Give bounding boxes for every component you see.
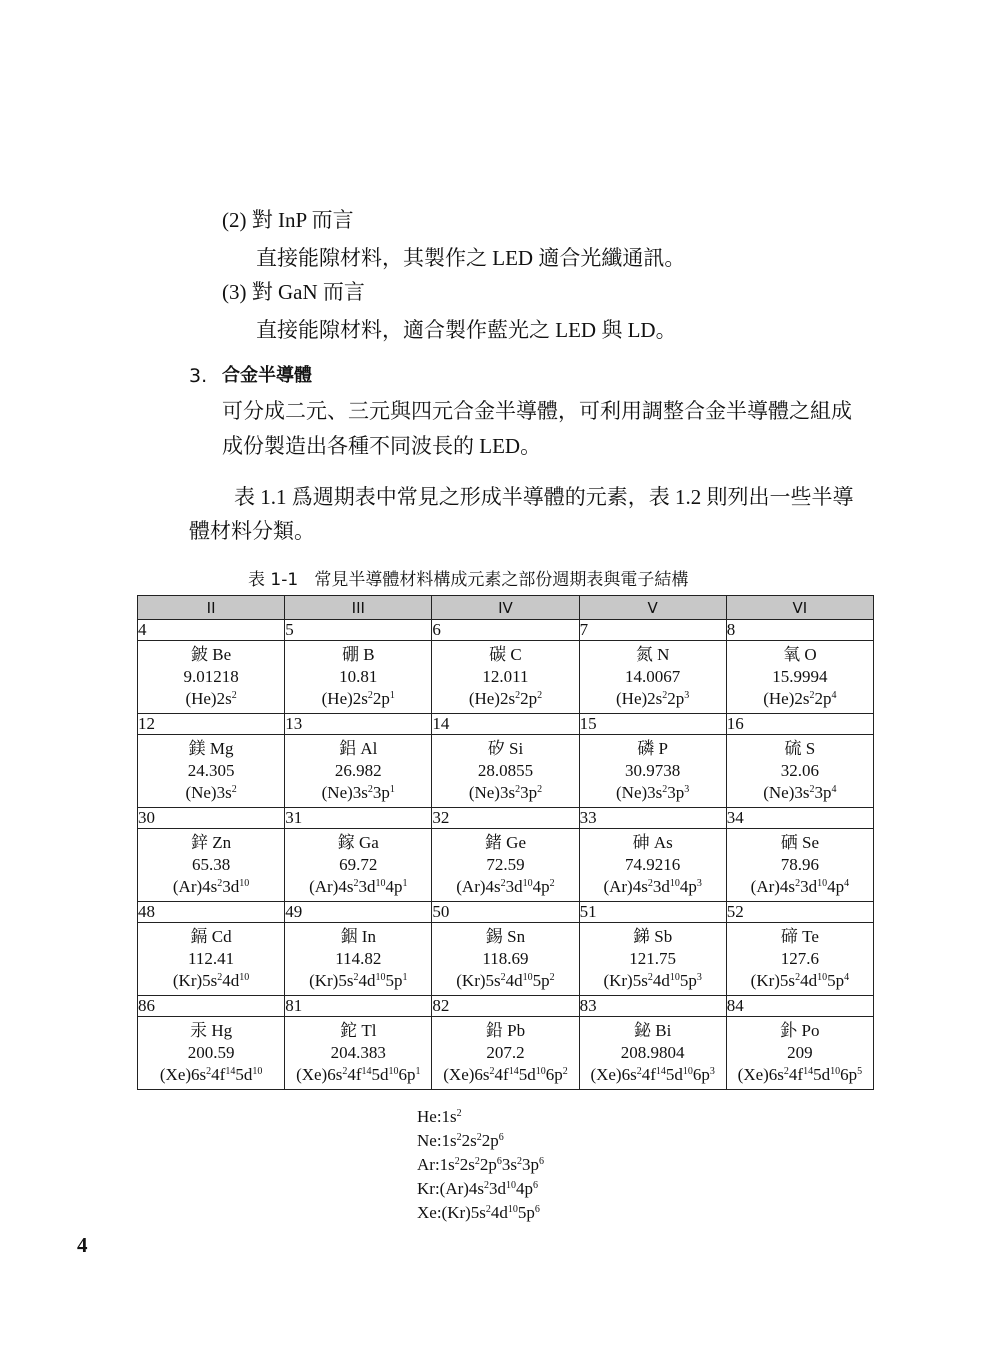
electron-configuration: $(Ne)3s^23p^3$ [616, 783, 690, 802]
intro-paragraph-line-1: 表 1.1 爲週期表中常見之形成半導體的元素，表 1.2 則列出一些半導 [234, 485, 854, 509]
electron-config-notes [417, 1105, 544, 1225]
electron-configuration: $(Ne)3s^2$ [185, 783, 237, 802]
electron-configuration: $(Ne)3s^23p^4$ [763, 783, 837, 802]
item-3-text: 直接能隙材料，適合製作藍光之 LED 與 LD。 [256, 318, 677, 342]
atomic-weight: 127.6 [780, 949, 819, 968]
electron-config-note: $Ar:1s^22s^22p^63s^23p^6$ [417, 1155, 545, 1174]
element-name: 鉛 Pb [485, 1021, 526, 1040]
electron-configuration: $(Ar)4s^23d^{10}4p^1$ [309, 877, 408, 896]
electron-configuration: $(Kr)5s^24d^{10}$ [172, 971, 250, 990]
element-row [138, 829, 874, 902]
atomic-number-cell: 4 [138, 620, 285, 641]
electron-configuration: $(He)2s^2$ [185, 689, 237, 708]
intro-paragraph-line-2: 體材料分類。 [189, 519, 315, 543]
element-cell [432, 829, 579, 902]
element-cell [285, 641, 432, 714]
atomic-weight: 207.2 [486, 1043, 525, 1062]
section-paragraph-line-1: 可分成二元、三元與四元合金半導體，可利用調整合金半導體之組成 [222, 399, 852, 423]
element-name: 釙 Po [780, 1021, 820, 1040]
element-cell [138, 1017, 285, 1090]
atomic-number-cell: 83 [579, 996, 726, 1017]
atomic-number-cell: 48 [138, 902, 285, 923]
atomic-weight: 24.305 [187, 761, 235, 780]
atomic-number-cell: 84 [726, 996, 873, 1017]
element-name: 磷 P [637, 739, 669, 758]
element-cell [285, 829, 432, 902]
element-name: 氧 O [783, 645, 817, 664]
element-cell [138, 923, 285, 996]
element-cell [579, 641, 726, 714]
element-cell [138, 829, 285, 902]
atomic-weight: 14.0067 [625, 667, 681, 686]
element-name: 鉈 Tl [340, 1021, 377, 1040]
atomic-weight: 112.41 [188, 949, 235, 968]
item-2-title: (2) 對 InP 而言 [222, 208, 354, 232]
atomic-number-row [138, 902, 874, 923]
element-name: 鉍 Bi [634, 1021, 672, 1040]
element-cell [138, 641, 285, 714]
electron-configuration: $(Kr)5s^24d^{10}5p^2$ [456, 971, 555, 990]
group-header: VI [726, 596, 873, 620]
periodic-table [137, 595, 874, 1090]
electron-configuration: $(Ar)4s^23d^{10}$ [172, 877, 250, 896]
atomic-weight: 121.75 [629, 949, 677, 968]
element-name: 鋅 Zn [191, 833, 232, 852]
atomic-weight: 32.06 [780, 761, 819, 780]
atomic-number-cell: 50 [432, 902, 579, 923]
table-caption: 表 1-1 常見半導體材料構成元素之部份週期表與電子結構 [248, 570, 689, 590]
atomic-number-cell: 30 [138, 808, 285, 829]
atomic-number-cell: 8 [726, 620, 873, 641]
atomic-weight: 200.59 [187, 1043, 235, 1062]
atomic-number-cell: 6 [432, 620, 579, 641]
electron-configuration: $(Xe)6s^24f^{14}5d^{10}6p^3$ [590, 1065, 715, 1084]
electron-configuration: $(Xe)6s^24f^{14}5d^{10}$ [159, 1065, 263, 1084]
element-cell [285, 1017, 432, 1090]
section-title: 合金半導體 [222, 365, 312, 386]
atomic-weight: 9.01218 [183, 667, 239, 686]
atomic-number-cell: 49 [285, 902, 432, 923]
element-cell [579, 735, 726, 808]
electron-configuration: $(Kr)5s^24d^{10}5p^1$ [309, 971, 408, 990]
element-name: 碲 Te [780, 927, 819, 946]
atomic-weight: 78.96 [780, 855, 819, 874]
atomic-weight: 114.82 [335, 949, 382, 968]
atomic-number-cell: 82 [432, 996, 579, 1017]
atomic-weight: 28.0855 [477, 761, 534, 780]
atomic-weight: 10.81 [339, 667, 378, 686]
element-name: 鎘 Cd [190, 927, 232, 946]
atomic-weight: 12.011 [482, 667, 529, 686]
element-name: 鎵 Ga [337, 833, 379, 852]
atomic-weight: 204.383 [330, 1043, 386, 1062]
atomic-number-row [138, 620, 874, 641]
electron-configuration: $(He)2s^22p^1$ [321, 689, 395, 708]
atomic-weight: 209 [787, 1043, 813, 1062]
electron-config-note: $Ne:1s^22s^22p^6$ [417, 1131, 504, 1150]
element-name: 硼 B [341, 645, 375, 664]
electron-configuration: $(Ne)3s^23p^2$ [468, 783, 543, 802]
atomic-number-cell: 14 [432, 714, 579, 735]
element-row [138, 735, 874, 808]
atomic-number-cell: 32 [432, 808, 579, 829]
electron-configuration: $(He)2s^22p^4$ [763, 689, 837, 708]
atomic-number-row [138, 714, 874, 735]
electron-config-note: $He:1s^2$ [417, 1107, 462, 1126]
group-header-row [138, 596, 874, 620]
element-name: 銻 Sb [633, 927, 673, 946]
atomic-weight: 26.982 [334, 761, 382, 780]
atomic-number-cell: 13 [285, 714, 432, 735]
group-header: IV [432, 596, 579, 620]
element-name: 硫 S [784, 739, 816, 758]
atomic-number-row [138, 996, 874, 1017]
electron-configuration: $(Xe)6s^24f^{14}5d^{10}6p^1$ [296, 1065, 421, 1084]
element-name: 鍺 Ge [484, 833, 526, 852]
element-cell [579, 1017, 726, 1090]
atomic-number-cell: 51 [579, 902, 726, 923]
element-cell [432, 641, 579, 714]
element-cell [726, 923, 873, 996]
atomic-weight: 15.9994 [772, 667, 828, 686]
electron-configuration: $(Kr)5s^24d^{10}5p^4$ [750, 971, 850, 990]
atomic-weight: 30.9738 [625, 761, 681, 780]
atomic-number-cell: 16 [726, 714, 873, 735]
page-number: 4 [77, 1233, 88, 1257]
element-cell [432, 1017, 579, 1090]
electron-configuration: $(He)2s^22p^3$ [616, 689, 690, 708]
section-number: 3. [189, 365, 208, 387]
element-cell [579, 923, 726, 996]
element-name: 碳 C [489, 645, 522, 664]
element-name: 硒 Se [780, 833, 819, 852]
electron-config-note: $Kr:(Ar)4s^23d^{10}4p^6$ [417, 1179, 539, 1198]
electron-configuration: $(Ar)4s^23d^{10}4p^3$ [603, 877, 702, 896]
atomic-number-cell: 12 [138, 714, 285, 735]
element-row [138, 641, 874, 714]
element-cell [726, 641, 873, 714]
element-cell [726, 1017, 873, 1090]
electron-configuration: $(Ar)4s^23d^{10}4p^4$ [750, 877, 850, 896]
atomic-number-cell: 52 [726, 902, 873, 923]
element-cell [285, 735, 432, 808]
element-name: 鈹 Be [191, 645, 232, 664]
element-name: 鎂 Mg [188, 739, 234, 758]
item-2-text: 直接能隙材料，其製作之 LED 適合光纖通訊。 [256, 246, 686, 270]
element-cell [579, 829, 726, 902]
atomic-number-cell: 31 [285, 808, 432, 829]
atomic-number-cell: 15 [579, 714, 726, 735]
electron-configuration: $(Kr)5s^24d^{10}5p^3$ [603, 971, 702, 990]
atomic-weight: 69.72 [339, 855, 378, 874]
section-paragraph-line-2: 成份製造出各種不同波長的 LED。 [222, 434, 542, 458]
element-name: 矽 Si [487, 739, 524, 758]
atomic-weight: 72.59 [486, 855, 525, 874]
group-header: V [579, 596, 726, 620]
element-cell [285, 923, 432, 996]
element-row [138, 1017, 874, 1090]
atomic-number-cell: 81 [285, 996, 432, 1017]
element-cell [432, 923, 579, 996]
group-header: III [285, 596, 432, 620]
electron-configuration: $(Xe)6s^24f^{14}5d^{10}6p^5$ [737, 1065, 863, 1084]
atomic-weight: 208.9804 [620, 1043, 685, 1062]
atomic-weight: 74.9216 [625, 855, 681, 874]
atomic-number-cell: 34 [726, 808, 873, 829]
atomic-number-row [138, 808, 874, 829]
electron-configuration: $(Ne)3s^23p^1$ [321, 783, 395, 802]
element-name: 銦 In [340, 927, 376, 946]
element-name: 砷 As [632, 833, 673, 852]
element-row [138, 923, 874, 996]
atomic-number-cell: 86 [138, 996, 285, 1017]
item-3-title: (3) 對 GaN 而言 [222, 280, 365, 304]
electron-configuration: $(Ar)4s^23d^{10}4p^2$ [456, 877, 555, 896]
atomic-weight: 65.38 [191, 855, 231, 874]
atomic-number-cell: 7 [579, 620, 726, 641]
element-name: 錫 Sn [485, 927, 526, 946]
element-cell [432, 735, 579, 808]
electron-configuration: $(He)2s^22p^2$ [468, 689, 543, 708]
atomic-number-cell: 5 [285, 620, 432, 641]
element-cell [726, 735, 873, 808]
electron-configuration: $(Xe)6s^24f^{14}5d^{10}6p^2$ [443, 1065, 568, 1084]
atomic-weight: 118.69 [482, 949, 529, 968]
element-name: 鋁 Al [339, 739, 378, 758]
element-name: 氮 N [635, 645, 670, 664]
element-cell [138, 735, 285, 808]
atomic-number-cell: 33 [579, 808, 726, 829]
element-cell [726, 829, 873, 902]
group-header: II [138, 596, 285, 620]
element-name: 汞 Hg [190, 1021, 233, 1040]
electron-config-note: $Xe:(Kr)5s^24d^{10}5p^6$ [417, 1203, 540, 1222]
